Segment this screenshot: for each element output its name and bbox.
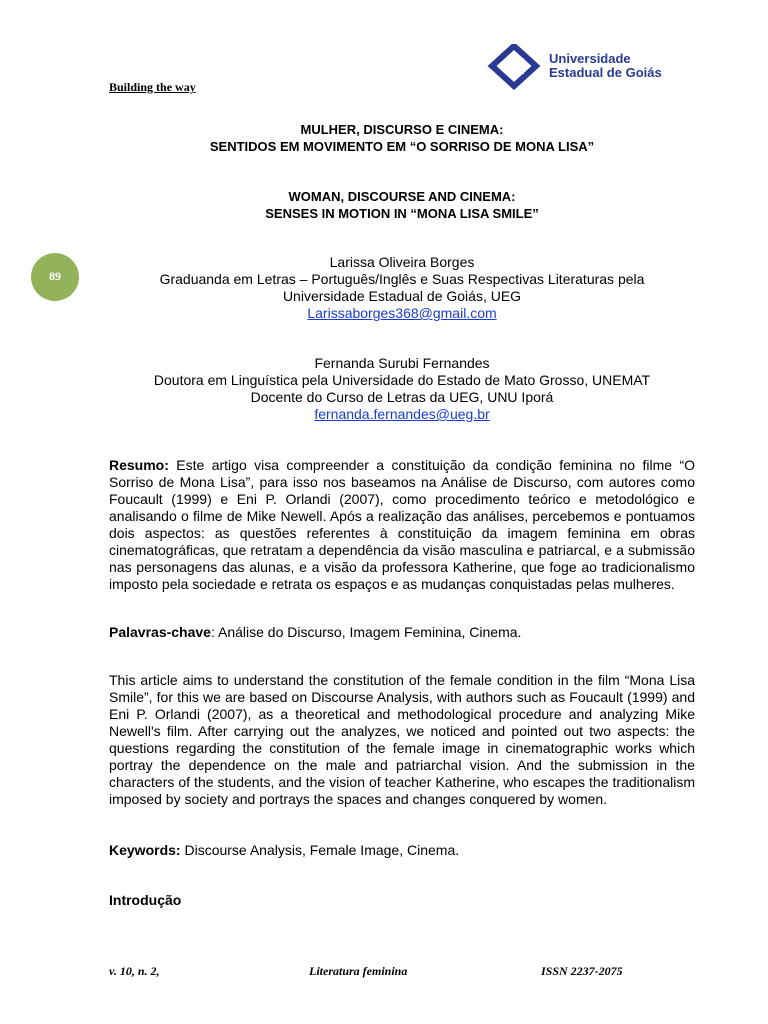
abstract-en-text: This article aims to understand the constitution of the female condition in the film “Mona Lisa Smile”, for this we are based on Discourse Analysis, with authors such as Foucault (1999) and Eni P. Orlandi (2007), as a theoretical and methodological procedure and analyzing Mike Newell's film. After carrying out the analyzes, we noticed and pointed out two aspects: the questions regarding the constitution of the female image in cinematographic works which portray the dependence on the male and patriarchal vision. And the submission in the characters of the students, and the vision of teacher Katherine, who escapes the traditionalism imposed by society and portrays the spaces and changes conquered by women. [109, 672, 695, 807]
author-2-email-link[interactable]: fernanda.fernandes@ueg.br [314, 406, 490, 422]
abstract-english [109, 672, 695, 808]
keywords-pt-text: : Análise do Discurso, Imagem Feminina, Cinema. [210, 624, 522, 640]
author-1-affiliation-2: Universidade Estadual de Goiás, UEG [282, 288, 522, 304]
author-2-name: Fernanda Surubi Fernandes [314, 355, 490, 371]
footer-issn: ISSN 2237-2075 [541, 964, 623, 978]
footer-journal: Literatura feminina [309, 964, 408, 978]
running-head: Building the way [109, 80, 196, 94]
title-en-line-1: WOMAN, DISCOURSE AND CINEMA: [288, 189, 516, 204]
footer-volume: v. 10, n. 2, [109, 964, 160, 978]
keywords-en-text: Discourse Analysis, Female Image, Cinema. [180, 842, 460, 858]
title-english [109, 188, 695, 222]
logo-line-1: Universidade [549, 51, 631, 66]
keywords-pt-label: Palavras-chave [109, 624, 211, 640]
author-1-name: Larissa Oliveira Borges [329, 254, 475, 270]
abstract-pt-label: Resumo: [109, 457, 169, 473]
author-1-block [109, 254, 695, 322]
abstract-portuguese [109, 457, 695, 593]
keywords-english [109, 842, 695, 859]
author-1-affiliation-1: Graduanda em Letras – Português/Inglês e Suas Respectivas Literaturas pela [159, 271, 645, 287]
abstract-pt-text: Este artigo visa compreender a constituição da condição feminina no filme “O Sorriso de Mona Lisa”, para isso nos baseamos na Análise de Discurso, com autores como Foucault (1999) e Eni P. Orlandi (2007), como procedimento teórico e metodológico e analisando o filme de Mike Newell. Após a realização das análises, percebemos e pontuamos dois aspectos: as questões referentes à constituição da imagem feminina em obras cinematográficas, que retratam a dependência da visão masculina e patriarcal, e a submissão nas personagens das alunas, e a visão da professora Katherine, que foge ao tradicionalismo imposto pela sociedade e retrata os espaços e as mudanças conquistadas pelas mulheres. [109, 457, 695, 592]
author-2-affiliation-2: Docente do Curso de Letras da UEG, UNU Iporá [250, 389, 554, 405]
title-portuguese [109, 121, 695, 155]
title-pt-line-2: SENTIDOS EM MOVIMENTO EM “O SORRISO DE MONA LISA” [209, 139, 595, 154]
title-pt-line-1: MULHER, DISCURSO E CINEMA: [300, 122, 504, 137]
logo-line-2: Estadual de Goiás [549, 65, 662, 80]
keywords-en-label: Keywords: [109, 842, 181, 858]
page-number-badge: 89 [31, 253, 79, 301]
title-en-line-2: SENSES IN MOTION IN “MONA LISA SMILE” [265, 206, 539, 221]
keywords-portuguese [109, 624, 695, 641]
university-name [549, 52, 662, 80]
author-2-affiliation-1: Doutora em Linguística pela Universidade do Estado de Mato Grosso, UNEMAT [153, 372, 651, 388]
author-2-block [109, 355, 695, 423]
section-heading: Introdução [109, 892, 182, 908]
author-1-email-link[interactable]: Larissaborges368@gmail.com [307, 305, 497, 321]
